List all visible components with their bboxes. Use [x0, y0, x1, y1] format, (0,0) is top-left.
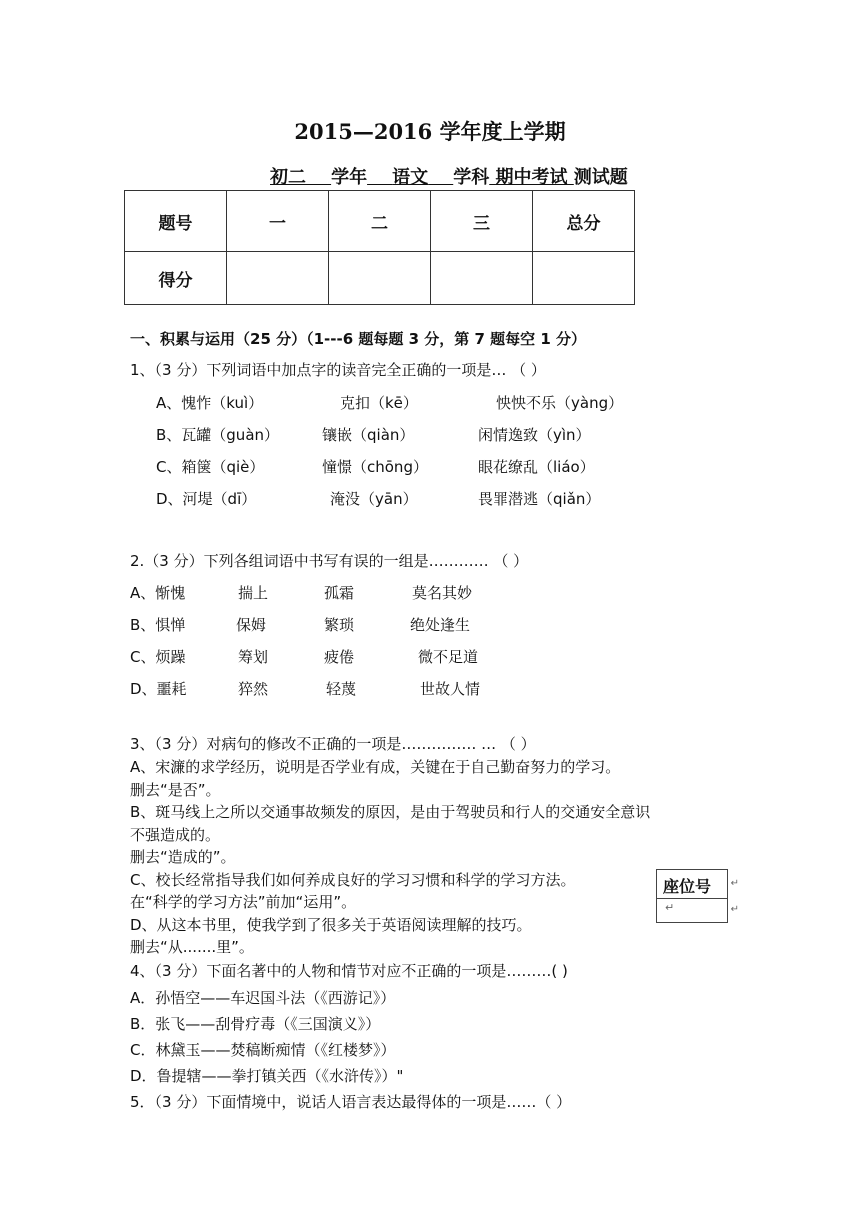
return-mark-icon: ↵ — [665, 901, 675, 914]
subject-field: 语文 — [392, 167, 429, 188]
q2-option-c-3: 疲倦 — [324, 648, 355, 666]
test-word: 测试题 — [573, 167, 628, 188]
q2-option-d-3: 轻蔑 — [326, 680, 357, 698]
q2-option-d-1: D、噩耗 — [130, 680, 187, 698]
q2-option-a-2: 揣上 — [238, 584, 269, 602]
q4-option-d: D．鲁提辖——拳打镇关西（《水浒传》）" — [130, 1067, 404, 1085]
q1-option-c-1: C、箱箧（qiè） — [156, 458, 265, 476]
q1-option-c-2: 憧憬（chōng） — [322, 458, 428, 476]
q2-option-b-2: 保姆 — [236, 616, 267, 634]
q4-option-b: B．张飞——刮骨疗毒（《三国演义》） — [130, 1015, 381, 1033]
q2-option-c-1: C、烦躁 — [130, 648, 186, 666]
q3-line: D、从这本书里，使我学到了很多关于英语阅读理解的技巧。 — [130, 916, 532, 934]
exam-field: 期中考试 — [495, 167, 568, 188]
q3-line: 在“科学的学习方法”前加“运用”。 — [130, 893, 357, 911]
q3-line: A、宋濂的求学经历，说明是否学业有成，关键在于自己勤奋努力的学习。 — [130, 758, 621, 776]
score-cell[interactable] — [533, 252, 635, 305]
score-row-label: 得分 — [125, 252, 227, 305]
score-header-cell: 总分 — [533, 191, 635, 252]
grade-field: 初二 — [270, 167, 306, 188]
exam-subtitle — [270, 163, 628, 189]
q2-option-c-2: 筹划 — [238, 648, 269, 666]
section-heading: 一、积累与运用（25 分）（1---6 题每题 3 分，第 7 题每空 1 分） — [130, 330, 587, 348]
q3-line: C、校长经常指导我们如何养成良好的学习习惯和科学的学习方法。 — [130, 871, 576, 889]
score-header-cell: 题号 — [125, 191, 227, 252]
return-mark-icon: ↵ — [730, 878, 739, 889]
q2-option-b-3: 繁琐 — [324, 616, 355, 634]
score-header-cell: 三 — [431, 191, 533, 252]
q2-option-a-3: 孤霜 — [324, 584, 355, 602]
q4-option-a: A．孙悟空——车迟国斗法（《西游记》） — [130, 989, 396, 1007]
q4-option-c: C．林黛玉——焚稿断痴情（《红楼梦》） — [130, 1041, 396, 1059]
subject-word: 学科 — [453, 167, 490, 188]
q1-option-a-1: A、愧怍（kuì） — [156, 394, 264, 412]
seat-number-label: 座位号 — [663, 877, 712, 896]
q3-line: B、斑马线上之所以交通事故频发的原因，是由于驾驶员和行人的交通安全意识 — [130, 803, 651, 821]
q2-option-c-4: 微不足道 — [418, 648, 479, 666]
question-3-stem: 3、（3 分）对病句的修改不正确的一项是…………… … （ ） — [130, 735, 536, 753]
q2-option-b-4: 绝处逢生 — [410, 616, 471, 634]
q3-line: 删去“造成的”。 — [130, 848, 236, 866]
q1-option-c-3: 眼花缭乱（liáo） — [478, 458, 595, 476]
seat-number-box[interactable] — [656, 869, 739, 923]
page-title: 2015—2016 学年度上学期 — [294, 119, 566, 144]
q1-option-a-2: 克扣（kē） — [340, 394, 418, 412]
score-header-cell: 二 — [329, 191, 431, 252]
q2-option-b-1: B、惧惮 — [130, 616, 186, 634]
score-table — [124, 190, 635, 305]
score-cell[interactable] — [227, 252, 329, 305]
q3-line: 不强造成的。 — [130, 826, 221, 844]
q2-option-a-4: 莫名其妙 — [412, 584, 473, 602]
question-1-stem: 1、（3 分）下列词语中加点字的读音完全正确的一项是… （ ） — [130, 361, 546, 379]
q1-option-d-3: 畏罪潜逃（qiǎn） — [478, 490, 601, 508]
q3-line: 删去“是否”。 — [130, 781, 221, 799]
return-mark-icon: ↵ — [730, 904, 739, 915]
q3-line: 删去“从.......里”。 — [130, 938, 254, 956]
question-5-stem: 5．（3 分）下面情境中，说话人语言表达最得体的一项是……（ ） — [130, 1093, 572, 1111]
question-2-stem: 2.（3 分）下列各组词语中书写有误的一组是………… （ ） — [130, 552, 529, 570]
q1-option-d-2: 淹没（yān） — [330, 490, 418, 508]
q1-option-a-3: 怏怏不乐（yàng） — [496, 394, 624, 412]
question-4-stem: 4、（3 分）下面名著中的人物和情节对应不正确的一项是………( ) — [130, 962, 568, 980]
score-cell[interactable] — [329, 252, 431, 305]
q1-option-b-2: 镶嵌（qiàn） — [322, 426, 415, 444]
q2-option-d-2: 猝然 — [238, 680, 269, 698]
q2-option-d-4: 世故人情 — [420, 680, 481, 698]
q2-option-a-1: A、惭愧 — [130, 584, 186, 602]
q1-option-b-3: 闲情逸致（yìn） — [478, 426, 591, 444]
q1-option-b-1: B、瓦罐（guàn） — [156, 426, 280, 444]
score-header-cell: 一 — [227, 191, 329, 252]
year-word: 学年 — [331, 167, 368, 188]
score-cell[interactable] — [431, 252, 533, 305]
q1-option-d-1: D、河堤（dī） — [156, 490, 257, 508]
